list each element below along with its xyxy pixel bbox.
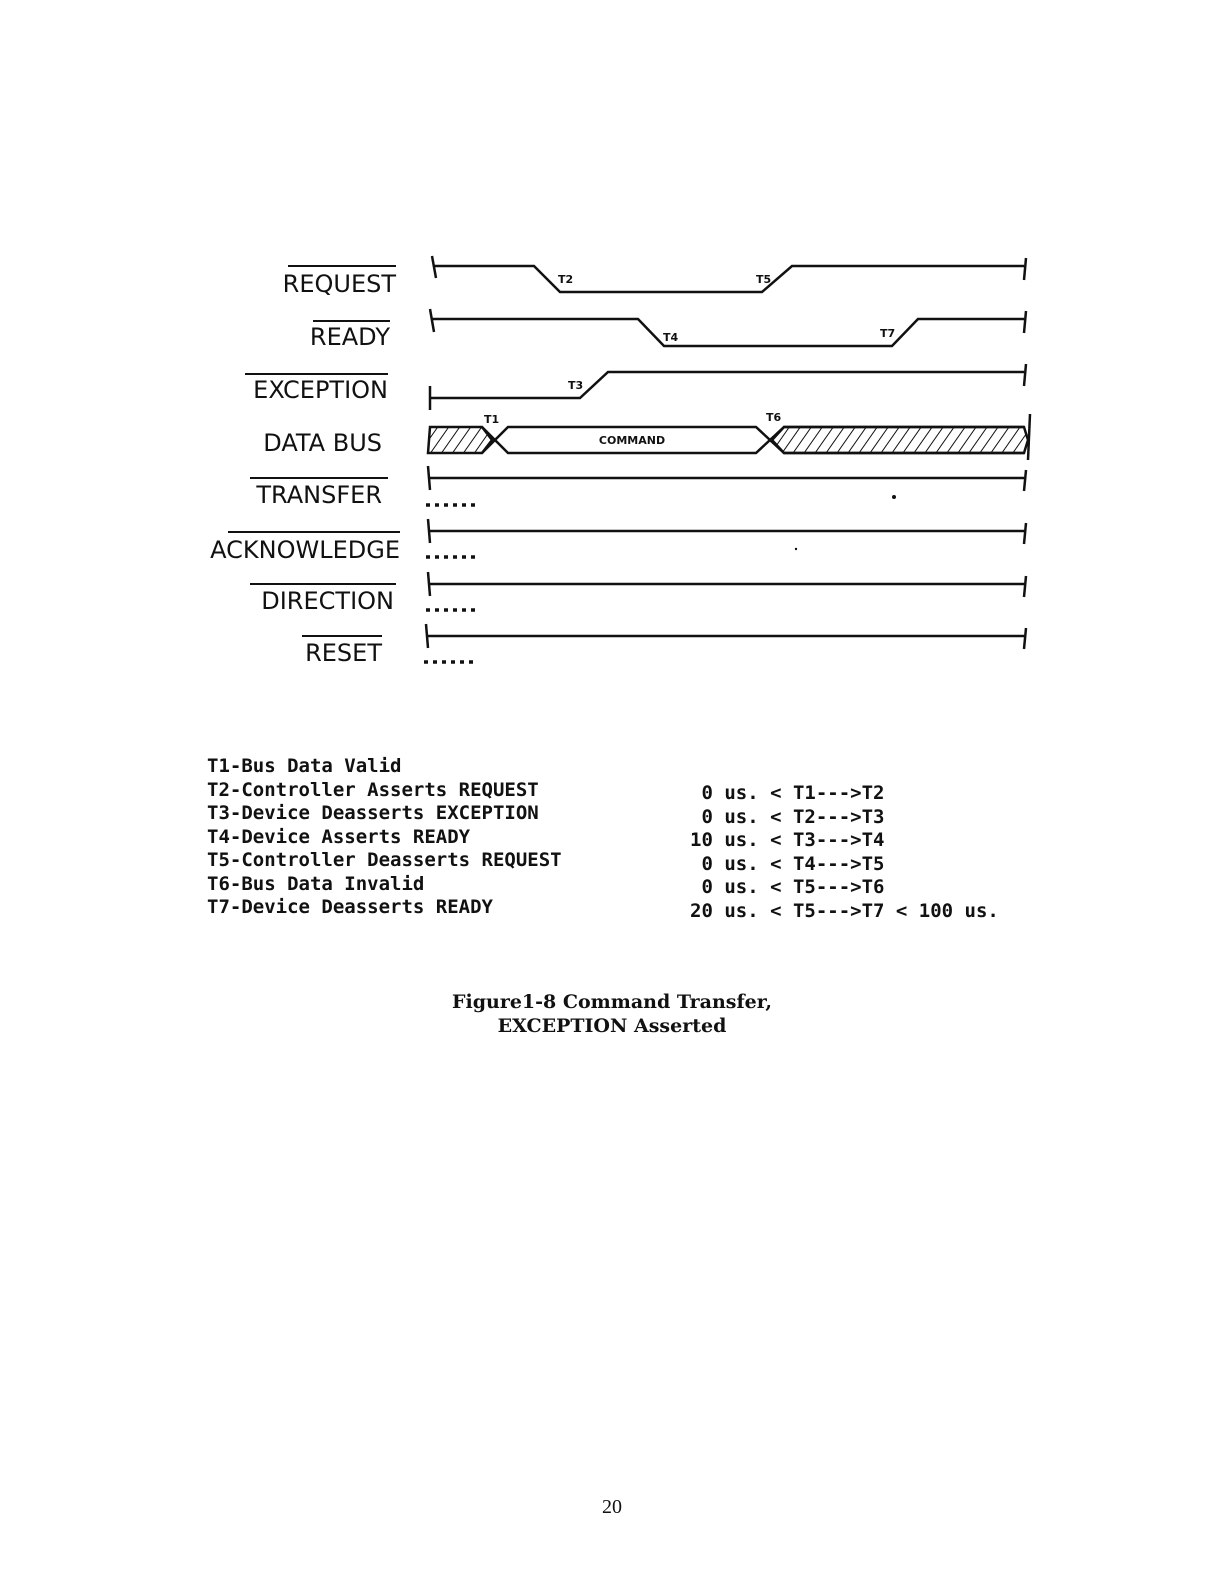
constraint-item: 0 us. < T5--->T6 — [690, 876, 885, 898]
signal-label-transfer: TRANSFER — [256, 481, 382, 509]
timing-mark-t1: T1 — [484, 413, 500, 426]
waveform-ready — [430, 309, 1026, 346]
timing-diagram — [0, 0, 1224, 700]
timing-mark-t7: T7 — [880, 327, 896, 340]
legend-item: T5-Controller Deasserts REQUEST — [207, 849, 562, 871]
legend-item: T7-Device Deasserts READY — [207, 896, 493, 918]
waveform-acknowledge — [426, 519, 1026, 557]
timing-legend — [207, 755, 562, 920]
data-bus-command-label: COMMAND — [598, 434, 666, 447]
scan-speck — [795, 548, 797, 550]
timing-mark-t4: T4 — [663, 331, 679, 344]
figure-caption-line-1: Figure1-8 Command Transfer, — [452, 991, 772, 1013]
constraint-item: 0 us. < T1--->T2 — [690, 782, 885, 804]
timing-marks — [484, 273, 895, 426]
scan-speck — [892, 495, 896, 499]
legend-item: T6-Bus Data Invalid — [207, 872, 425, 895]
waveform-exception — [430, 364, 1026, 410]
signal-label-reset: RESET — [305, 639, 382, 667]
signal-labels — [210, 266, 400, 667]
figure-caption-line-2: EXCEPTION Asserted — [497, 1015, 727, 1037]
waveform-direction — [426, 572, 1026, 610]
legend-item: T2-Controller Asserts REQUEST — [207, 778, 539, 801]
timing-mark-t3: T3 — [568, 379, 584, 392]
waveform-reset — [424, 624, 1026, 662]
signal-label-data-bus: DATA BUS — [263, 429, 382, 457]
timing-mark-t2: T2 — [558, 273, 574, 286]
waveform-transfer — [426, 466, 1026, 505]
constraint-item: 10 us. < T3--->T4 — [690, 829, 885, 851]
constraint-item: 20 us. < T5--->T7 < 100 us. — [690, 899, 999, 922]
legend-item: T3-Device Deasserts EXCEPTION — [207, 802, 539, 824]
constraint-item: 0 us. < T4--->T5 — [690, 852, 885, 875]
signal-label-ready: READY — [309, 323, 390, 351]
signal-label-direction: DIRECTION — [261, 587, 394, 615]
timing-constraints — [690, 782, 999, 923]
legend-item: T1-Bus Data Valid — [207, 755, 402, 777]
constraint-item: 0 us. < T2--->T3 — [690, 805, 885, 828]
waveforms — [424, 256, 1030, 662]
timing-mark-t5: T5 — [756, 273, 772, 286]
signal-label-exception: EXCEPTION — [253, 376, 388, 404]
timing-mark-t6: T6 — [766, 411, 782, 424]
legend-item: T4-Device Asserts READY — [207, 825, 471, 848]
figure-caption — [0, 990, 1224, 1038]
waveform-data-bus — [428, 414, 1030, 460]
signal-label-request: REQUEST — [282, 270, 396, 298]
signal-label-acknowledge: ACKNOWLEDGE — [210, 536, 400, 564]
waveform-request — [432, 256, 1026, 292]
page-number: 20 — [602, 1496, 622, 1518]
